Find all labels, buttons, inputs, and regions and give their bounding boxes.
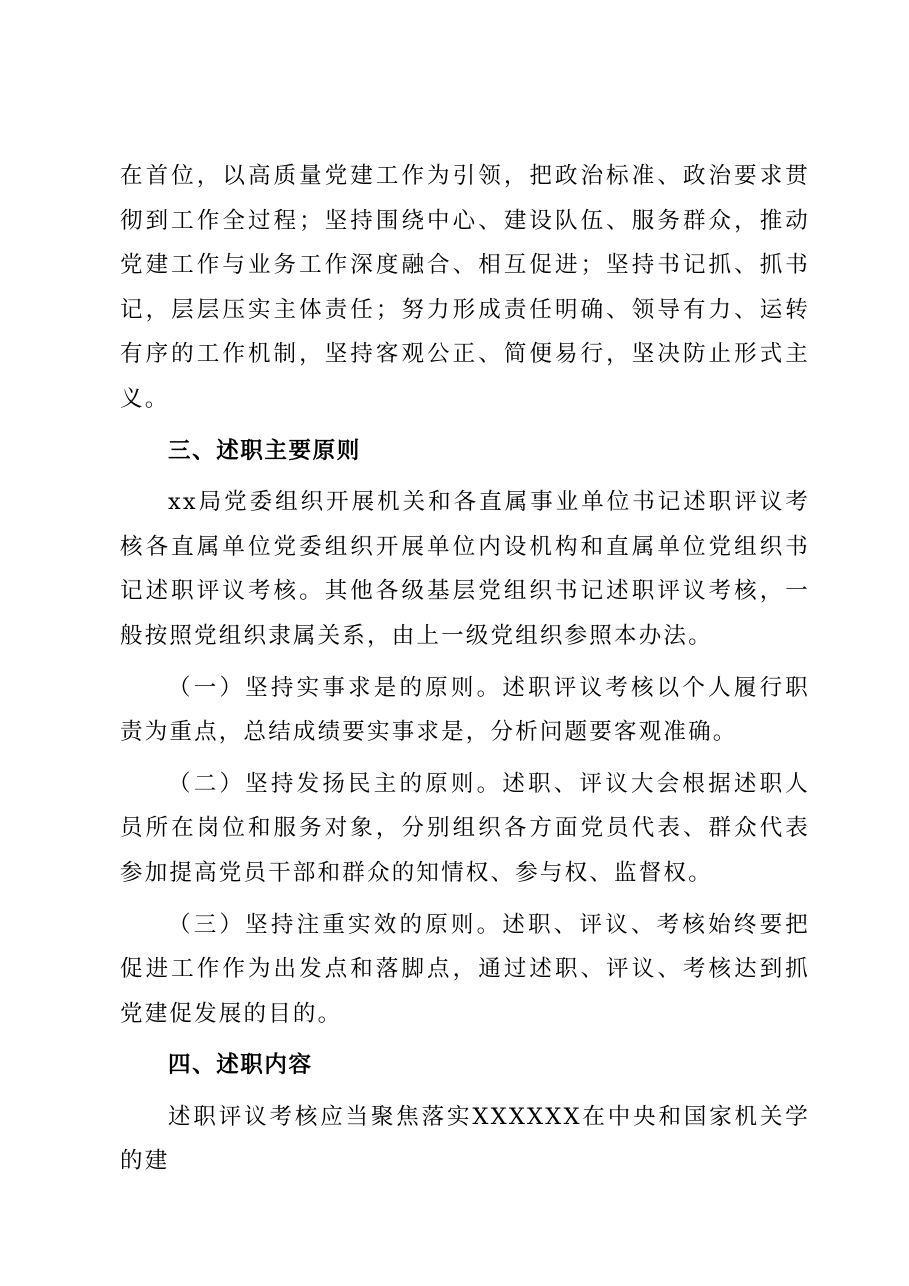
paragraph-content-intro: 述职评议考核应当聚焦落实XXXXXX在中央和国家机关学的建: [120, 1103, 810, 1175]
document-page: [120, 154, 810, 1184]
section-heading-content: 四、述职内容: [168, 1052, 313, 1079]
paragraph-principle-3: （三）坚持注重实效的原则。述职、评议、考核始终要把促进工作作为出发点和落脚点，通过述职、评议、考核达到抓党建促发展的目的。: [120, 911, 810, 1027]
paragraph-work-principles: 在首位，以高质量党建工作为引领，把政治标准、政治要求贯彻到工作全过程；坚持围绕中心、建设队伍、服务群众，推动党建工作与业务工作深度融合、相互促进；坚持书记抓、抓书记，层层压实主体责任；努力形成责任明确、领导有力、运转有序的工作机制，坚持客观公正、简便易行，坚决防止形式主义。: [120, 163, 810, 412]
paragraph-principle-1: （一）坚持实事求是的原则。述职评议考核以个人履行职责为重点，总结成绩要实事求是，分析问题要客观准确。: [120, 674, 810, 746]
paragraph-organization-scope: xx局党委组织开展机关和各直属事业单位书记述职评议考核各直属单位党委组织开展单位内设机构和直属单位党组织书记述职评议考核。其他各级基层党组织书记述职评议考核，一般按照党组织隶属关系，由上一级党组织参照本办法。: [120, 489, 810, 649]
paragraph-principle-2: （二）坚持发扬民主的原则。述职、评议大会根据述职人员所在岗位和服务对象，分别组织各方面党员代表、群众代表参加提高党员干部和群众的知情权、参与权、监督权。: [120, 770, 810, 886]
section-heading-principles: 三、述职主要原则: [168, 437, 361, 464]
